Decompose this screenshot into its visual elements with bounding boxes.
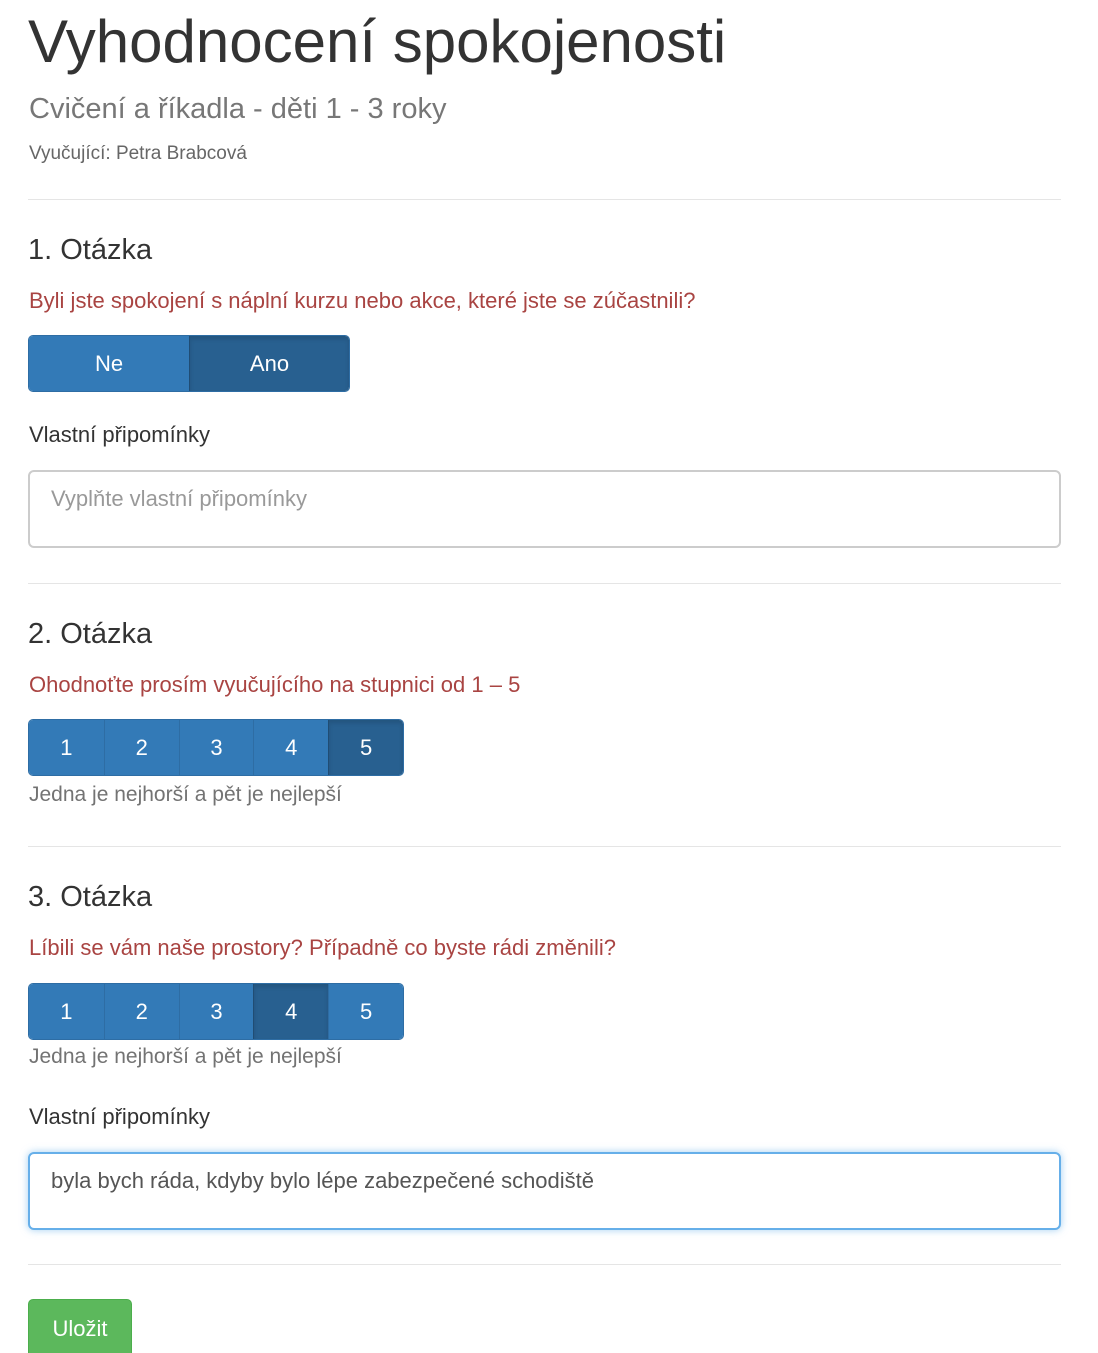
question-2-rating [28,719,404,776]
rating-2-button[interactable]: 2 [104,984,179,1039]
question-1-options [28,335,350,392]
rating-3-button[interactable]: 3 [179,984,254,1039]
question-2-heading: 2. Otázka [28,618,153,650]
teacher-name: Vyučující: Petra Brabcová [29,143,247,164]
rating-4-button[interactable]: 4 [253,984,328,1039]
rating-5-button[interactable]: 5 [328,720,403,775]
rating-3-button[interactable]: 3 [179,720,254,775]
question-3-text: Líbili se vám naše prostory? Případně co byste rádi změnili? [29,935,616,960]
question-3-comment-input[interactable] [28,1152,1061,1230]
option-ano-button[interactable]: Ano [189,336,349,391]
question-1-comment-input[interactable] [28,470,1061,548]
question-1-comment-label: Vlastní připomínky [29,422,210,447]
option-ne-button[interactable]: Ne [29,336,189,391]
divider [28,199,1061,200]
save-button[interactable]: Uložit [28,1299,132,1353]
divider [28,1264,1061,1265]
rating-1-button[interactable]: 1 [29,720,104,775]
rating-5-button[interactable]: 5 [328,984,403,1039]
question-2-help-text: Jedna je nejhorší a pět je nejlepší [29,783,342,806]
divider [28,583,1061,584]
course-subtitle: Cvičení a říkadla - děti 1 - 3 roky [29,93,447,125]
rating-2-button[interactable]: 2 [104,720,179,775]
question-2-text: Ohodnoťte prosím vyučujícího na stupnici od 1 – 5 [29,672,521,697]
question-1-heading: 1. Otázka [28,234,153,266]
question-3-rating [28,983,404,1040]
question-3-comment-label: Vlastní připomínky [29,1104,210,1129]
question-3-heading: 3. Otázka [28,881,153,913]
divider [28,846,1061,847]
rating-1-button[interactable]: 1 [29,984,104,1039]
question-1-text: Byli jste spokojení s náplní kurzu nebo akce, které jste se zúčastnili? [29,288,696,313]
rating-4-button[interactable]: 4 [253,720,328,775]
page-title: Vyhodnocení spokojenosti [28,8,727,75]
question-3-help-text: Jedna je nejhorší a pět je nejlepší [29,1045,342,1068]
